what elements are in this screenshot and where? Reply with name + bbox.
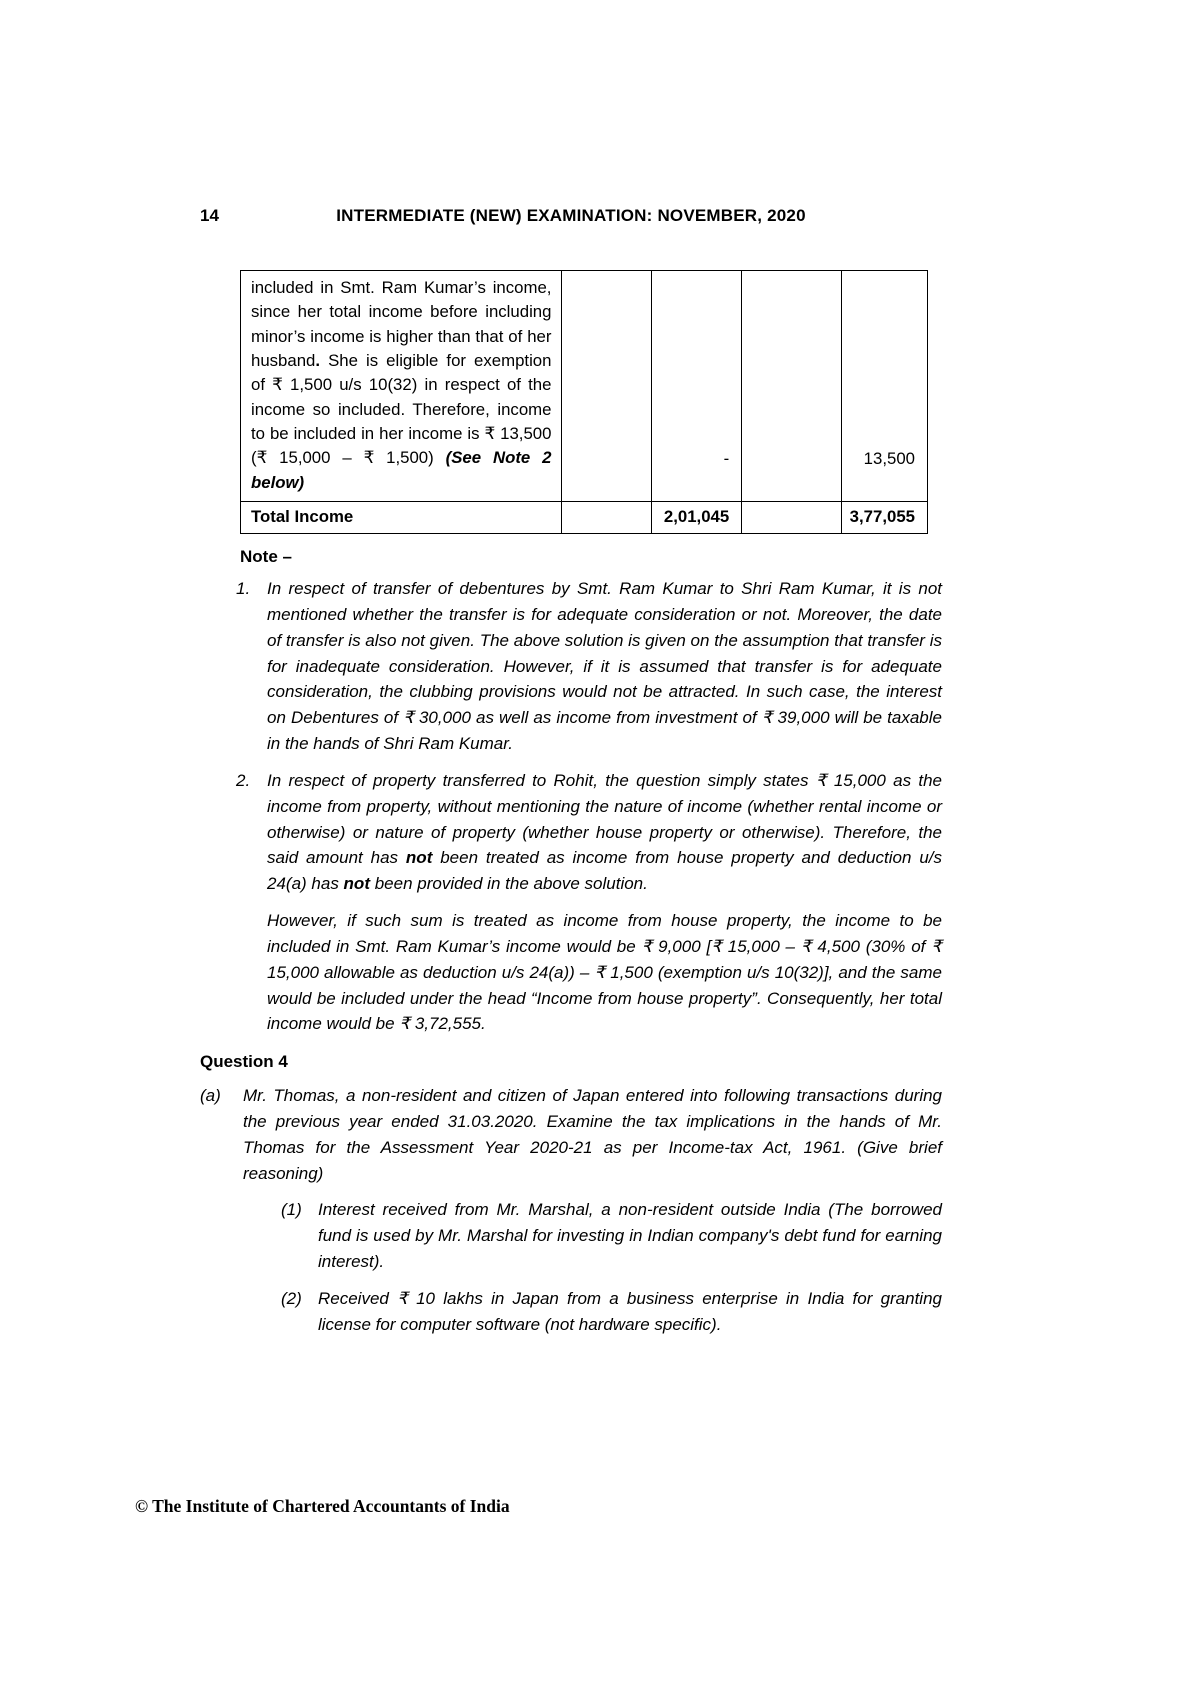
note-number: 2. [236,770,251,790]
question-heading: Question 4 [200,1052,288,1072]
subitem-number: (1) [281,1200,302,1220]
subitem-text: Interest received from Mr. Marshal, a non-resident outside India (The borrowed fund is used by Mr. Marshal for investing in Indian company's debt fund for earning interest). [318,1200,942,1272]
table-cell-empty [742,502,842,534]
table-cell-total-amount-2: 3,77,055 [841,502,927,534]
page-header [200,206,942,228]
note-item-1 [236,576,942,757]
note-paragraph: In respect of property transferred to Rohit, the question simply states ₹ 15,000 as the income from property, without mentioning the nature of income (whether rental income or otherwise) or nature of property (whether house property or otherwise). Therefore, the said amount has not been treated as income from house property and deduction u/s 24(a) has not been provided in the above solution. [267,770,943,894]
table-row-total [241,502,928,534]
table-cell-empty [742,271,842,502]
note-paragraph: In respect of transfer of debentures by Smt. Ram Kumar to Shri Ram Kumar, it is not mentioned whether the transfer is for adequate consideration or not. Moreover, the date of transfer is also not given. The above solution is given on the assumption that transfer is for inadequate consideration. However, if it is assumed that transfer is for adequate consideration, the clubbing provisions would not be attracted. In such case, the interest on Debentures of ₹ 30,000 as well as income from investment of ₹ 39,000 will be taxable in the hands of Shri Ram Kumar. [267,579,942,754]
note-number: 1. [236,579,251,599]
note-body [267,576,942,757]
part-label: (a) [200,1086,221,1106]
table-cell-empty [562,502,652,534]
table-cell-amount-1: - [652,271,742,502]
notes-list [236,576,942,1037]
footer-copyright: © The Institute of Chartered Accountants of India [135,1496,510,1516]
note-body [267,768,942,1037]
income-computation-table [240,270,928,534]
question-part-a [200,1083,942,1186]
table-cell-total-amount-1: 2,01,045 [652,502,742,534]
table-cell-amount-2: 13,500 [841,271,927,502]
page-title: INTERMEDIATE (NEW) EXAMINATION: NOVEMBER, 2020 [336,206,806,225]
page-content [200,206,942,1338]
table-cell-total-label: Total Income [241,502,562,534]
note-paragraph: However, if such sum is treated as income from house property, the income to be included in Smt. Ram Kumar’s income would be ₹ 9,000 [₹ 15,000 – ₹ 4,500 (30% of ₹ 15,000 allowable as deduction u/s 24(a)) – ₹ 1,500 (exemption u/s 10(32)], and the same would be included under the head “Income from house property”. Consequently, her total income would be ₹ 3,72,555. [267,911,942,1034]
page-number: 14 [200,206,219,225]
table-cell-description: included in Smt. Ram Kumar’s income, since her total income before including minor’s income is higher than that of her husband. She is eligible for exemption of ₹ 1,500 u/s 10(32) in respect of the income so included. Therefore, income to be included in her income is ₹ 13,500 (₹ 15,000 – ₹ 1,500) (See Note 2 below) [241,271,562,502]
part-text: Mr. Thomas, a non-resident and citizen of Japan entered into following transactions during the previous year ended 31.03.2020. Examine the tax implications in the hands of Mr. Thomas for the Assessment Year 2020-21 as per Income-tax Act, 1961. (Give brief reasoning) [243,1086,942,1183]
note-item-2 [236,768,942,1037]
table-row-carryover [241,271,928,502]
question-subitem-1 [281,1197,942,1274]
notes-heading: Note – [240,547,292,567]
question-subitem-2 [281,1286,942,1338]
table-cell-empty [562,271,652,502]
subitem-number: (2) [281,1288,302,1308]
subitem-text: Received ₹ 10 lakhs in Japan from a business enterprise in India for granting license for computer software (not hardware specific). [318,1288,942,1334]
